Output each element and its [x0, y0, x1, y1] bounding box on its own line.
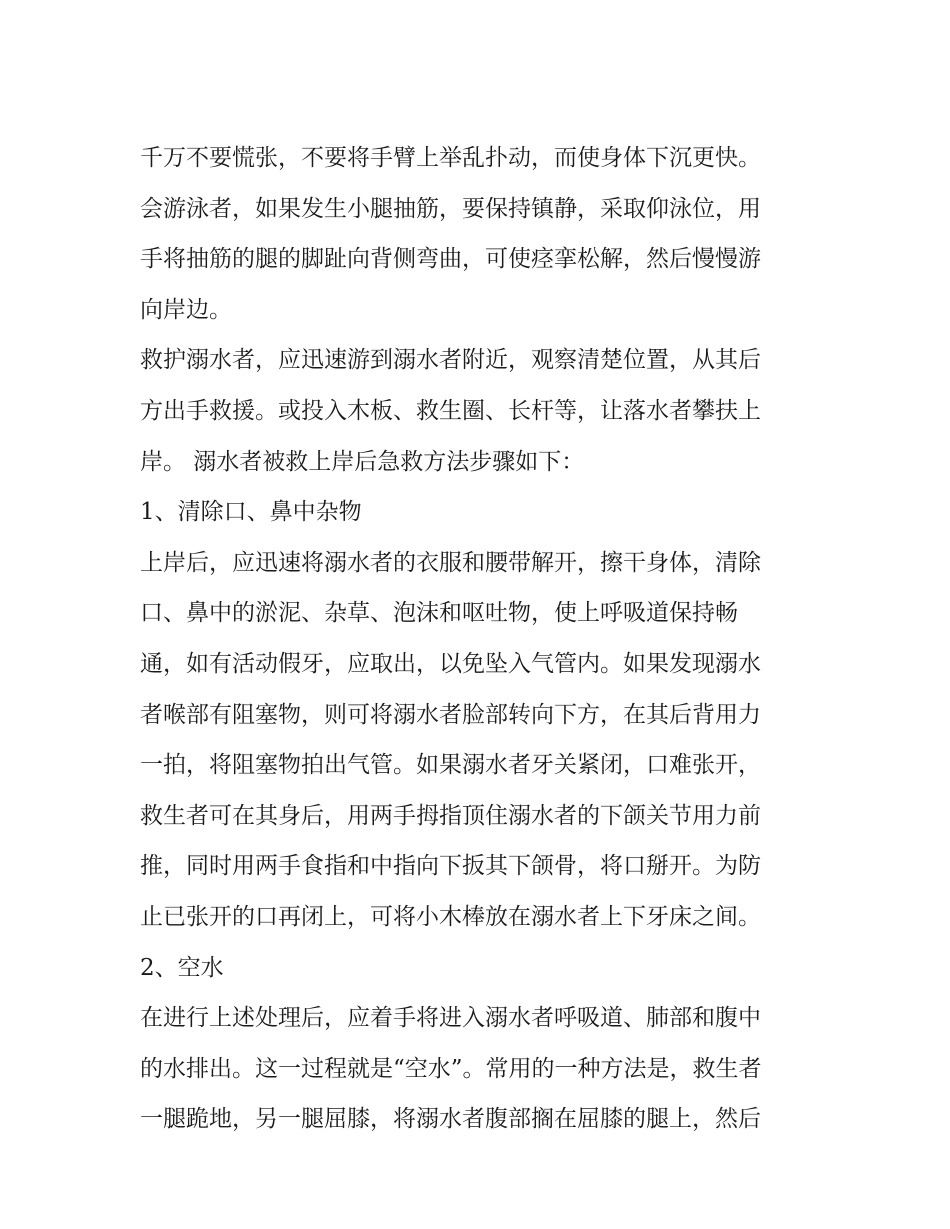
text-line: 岸。 溺水者被救上岸后急救方法步骤如下： — [140, 448, 585, 475]
text-line: 推，同时用两手食指和中指向下扳其下颌骨，将口掰开。为防 — [140, 853, 761, 880]
text-line: 上岸后，应迅速将溺水者的衣服和腰带解开，擦干身体，清除 — [140, 549, 761, 576]
text-line: 者喉部有阻塞物，则可将溺水者脸部转向下方，在其后背用力 — [140, 701, 761, 728]
section-heading-1: 1、清除口、鼻中杂物 — [140, 499, 362, 526]
document-body — [140, 133, 820, 1145]
text-line: 会游泳者，如果发生小腿抽筋，要保持镇静，采取仰泳位，用 — [140, 195, 761, 222]
text-line: 手将抽筋的腿的脚趾向背侧弯曲，可使痉挛松解，然后慢慢游 — [140, 246, 761, 273]
text-line: 一腿跪地，另一腿屈膝，将溺水者腹部搁在屈膝的腿上，然后 — [140, 1106, 761, 1133]
text-line: 的水排出。这一过程就是“空水”。常用的一种方法是，救生者 — [140, 1055, 762, 1082]
text-line: 在进行上述处理后，应着手将进入溺水者呼吸道、肺部和腹中 — [140, 1005, 761, 1032]
text-line: 救护溺水者，应迅速游到溺水者附近，观察清楚位置，从其后 — [140, 347, 761, 374]
text-line: 向岸边。 — [140, 296, 232, 323]
text-line: 救生者可在其身后，用两手拇指顶住溺水者的下颌关节用力前 — [140, 802, 761, 829]
text-line: 方出手救援。或投入木板、救生圈、长杆等，让落水者攀扶上 — [140, 397, 761, 424]
section-heading-2: 2、空水 — [140, 954, 224, 981]
text-line: 千万不要慌张，不要将手臂上举乱扑动，而使身体下沉更快。 — [140, 145, 761, 171]
text-line: 口、鼻中的淤泥、杂草、泡沫和呕吐物，使上呼吸道保持畅 — [140, 600, 738, 627]
text-line: 一拍，将阻塞物拍出气管。如果溺水者牙关紧闭，口难张开， — [140, 752, 761, 779]
text-line: 通，如有活动假牙，应取出，以免坠入气管内。如果发现溺水 — [140, 650, 761, 677]
text-line: 止已张开的口再闭上，可将小木棒放在溺水者上下牙床之间。 — [140, 903, 761, 930]
